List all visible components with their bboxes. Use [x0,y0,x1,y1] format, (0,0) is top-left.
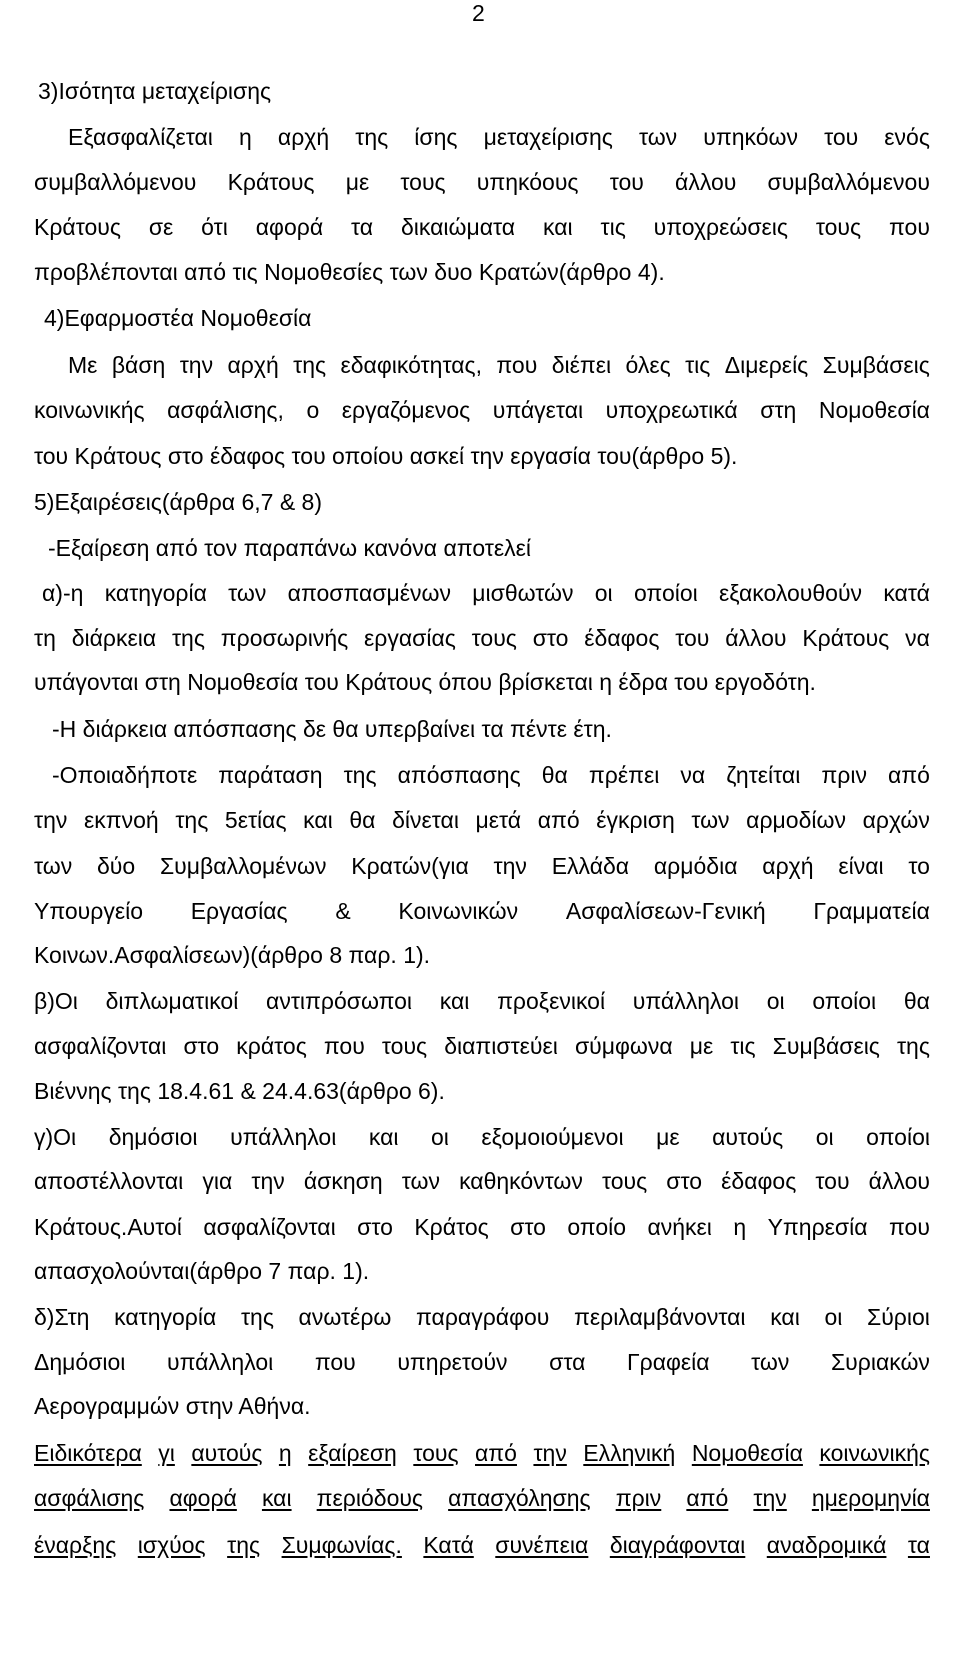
word: αρμόδια [653,853,738,879]
word: γ)Οι [34,1124,77,1150]
word: που [496,352,538,378]
word: έδαφος [721,1168,797,1194]
word: Ειδικότερα [34,1440,142,1466]
text-line [34,212,930,242]
word: διαγράφονται [609,1532,746,1558]
word: την [753,1485,787,1511]
text-line [34,986,930,1016]
word: διαπιστεύει [444,1033,558,1059]
word: στο [183,1033,220,1059]
word: Υπουργείο [34,898,143,924]
word: υπάγεται [492,397,584,423]
word: ενός [884,124,930,150]
text-line: υπάγονται στη Νομοθεσία του Κράτους όπου βρίσκεται η έδρα του εργοδότη. [34,669,816,695]
text-line [42,578,930,608]
word: Κατά [423,1532,474,1558]
word: την [493,853,527,879]
text-line: -Εξαίρεση από τον παραπάνω κανόνα αποτελεί [48,535,531,561]
word: που [888,214,930,240]
word: Κρατών(για [351,853,469,879]
word: οποίοι [633,580,698,606]
text-line [68,350,930,380]
text-line [34,167,930,197]
word: στο [532,625,569,651]
word: με [689,1033,714,1059]
word: οποίοι [866,1124,930,1150]
word: ημερομηνία [811,1485,930,1511]
word: τις [685,352,711,378]
word: αναδρομικά [766,1532,887,1558]
word: να [680,762,706,788]
word: με [345,169,370,195]
word: και [368,1124,399,1150]
word: Κράτους.Αυτοί [34,1214,182,1240]
text-line [34,1530,930,1560]
word: τις [730,1033,756,1059]
word: Διμερείς [724,352,809,378]
word: με [656,1124,680,1150]
word: περιλαμβάνονται [574,1304,746,1330]
word: οι [766,988,785,1014]
word: διπλωματικοί [105,988,239,1014]
word: έναρξης [34,1532,117,1558]
word: ίσης [414,124,458,150]
word: στη [760,397,797,423]
word: εξαίρεση [308,1440,397,1466]
word: την [179,352,214,378]
word: αρχών [862,807,930,833]
word: ασφάλισης [34,1485,145,1511]
word: οι [594,580,613,606]
word: γι [158,1440,175,1466]
word: μετά [475,807,522,833]
word: ασφαλίζονται [34,1033,167,1059]
word: Εξασφαλίζεται [68,124,213,150]
word: που [323,1033,365,1059]
word: προσωρινής [220,625,349,651]
word: ζητείται [726,762,801,788]
word: στα [549,1349,586,1375]
text-line [34,1166,930,1196]
text-line [34,1483,930,1513]
word: περιόδους [316,1485,424,1511]
word: δημόσιοι [108,1124,198,1150]
word: τις [600,214,626,240]
word: προξενικοί [497,988,606,1014]
word: α)-η [42,580,84,606]
word: Συριακών [830,1349,930,1375]
text-line [34,1031,930,1061]
word: κοινωνικής [34,397,145,423]
word: του [815,1168,850,1194]
word: άλλου [868,1168,930,1194]
word: Κράτους [802,625,890,651]
word: κράτος [236,1033,307,1059]
word: Κοινωνικών [398,898,519,924]
word: Νομοθεσία [691,1440,803,1466]
word: τη [34,625,56,651]
word: από [888,762,930,788]
word: ασφάλισης, [167,397,284,423]
word: παράταση [218,762,323,788]
word: της [355,124,389,150]
word: αυτούς [712,1124,784,1150]
word: Κράτους [34,214,121,240]
word: ο [306,397,320,423]
text-line [34,1438,930,1468]
word: Συμβάσεις [772,1033,880,1059]
word: Δημόσιοι [34,1349,126,1375]
word: Γραφεία [626,1349,710,1375]
word: ότι [201,214,228,240]
word: όλες [625,352,671,378]
word: πριν [615,1485,662,1511]
word: η [278,1440,292,1466]
word: υποχρεώσεις [653,214,788,240]
word: τους [601,1168,648,1194]
word: υπάλληλοι [230,1124,337,1150]
word: Συμβαλλομένων [159,853,327,879]
word: δίνεται [392,807,459,833]
text-line: προβλέπονται από τις Νομοθεσίες των δυο Κρατών(άρθρο 4). [34,259,665,285]
word: συμβαλλόμενου [34,169,197,195]
word: αφορά [255,214,324,240]
text-line: Κοινων.Ασφαλίσεων)(άρθρο 8 παρ. 1). [34,942,431,968]
word: της [896,1033,930,1059]
word: στο [357,1214,393,1240]
text-line: -Η διάρκεια απόσπασης δε θα υπερβαίνει τα πέντε έτη. [52,716,612,742]
text-line [34,395,930,425]
word: της [343,762,377,788]
word: αρμοδίων [746,807,846,833]
word: σε [148,214,174,240]
word: και [303,807,333,833]
word: β)Οι [34,988,78,1014]
word: κατηγορία [104,580,207,606]
word: που [314,1349,356,1375]
word: δ)Στη [34,1304,90,1330]
word: κατά [883,580,930,606]
word: της [240,1304,274,1330]
word: πρέπει [588,762,660,788]
word: την [251,1168,285,1194]
word: και [542,214,573,240]
word: από [475,1440,517,1466]
word: βάση [111,352,166,378]
word: τα [907,1532,930,1558]
page-number: 2 [472,0,485,26]
word: η [239,124,252,150]
word: οι [431,1124,449,1150]
text-line: απασχολούνται(άρθρο 7 παρ. 1). [34,1258,370,1284]
word: εργασίας [364,625,456,651]
word: και [439,988,470,1014]
word: τους [471,625,517,651]
word: να [905,625,930,651]
word: Σύριοι [867,1304,930,1330]
word: 5ετίας [224,807,287,833]
word: αντιπρόσωποι [266,988,413,1014]
text-line [34,805,930,835]
word: των [34,853,73,879]
word: τα [351,214,374,240]
word: αποστέλλονται [34,1168,184,1194]
word: άλλου [675,169,737,195]
text-line [34,896,930,926]
word: αφορά [169,1485,237,1511]
word: στο [510,1214,546,1240]
word: Με [68,352,98,378]
word: δικαιώματα [400,214,516,240]
text-line: 3)Ισότητα μεταχείρισης [38,78,272,104]
word: ισχύος [137,1532,206,1558]
text-line [34,623,930,653]
word: η [733,1214,747,1240]
word: από [686,1485,729,1511]
text-line: Αερογραμμών στην Αθήνα. [34,1393,311,1419]
word: ανωτέρω [298,1304,392,1330]
word: καθηκόντων [459,1168,583,1194]
word: εξομοιούμενοι [481,1124,624,1150]
word: του [824,124,859,150]
word: και [770,1304,800,1330]
text-line [34,851,930,881]
text-line: 4)Εφαρμοστέα Νομοθεσία [44,305,312,331]
word: εδαφικότητας, [340,352,482,378]
word: συνέπεια [495,1532,589,1558]
word: κοινωνικής [819,1440,930,1466]
word: έδαφος [584,625,660,651]
text-line [34,1212,930,1242]
word: το [908,853,930,879]
word: Γραμματεία [813,898,930,924]
word: για [202,1168,233,1194]
word: αποσπασμένων [287,580,451,606]
word: διέπει [551,352,612,378]
word: Κράτος [414,1214,489,1240]
word: υπάλληλοι [166,1349,274,1375]
word: εξακολουθούν [719,580,863,606]
word: άλλου [725,625,787,651]
word: οποίοι [812,988,877,1014]
word: Ασφαλίσεων-Γενική [565,898,766,924]
word: μεταχείρισης [483,124,613,150]
word: υπάλληλοι [632,988,740,1014]
word: αρχή [227,352,279,378]
word: -Οποιαδήποτε [52,762,198,788]
word: εκπνοή [84,807,159,833]
word: θα [541,762,568,788]
word: από [537,807,580,833]
word: του [675,625,710,651]
word: στο [666,1168,703,1194]
word: θα [349,807,376,833]
word: δύο [97,853,136,879]
word: Ελλάδα [551,853,630,879]
word: Νομοθεσία [818,397,930,423]
word: Συμβάσεις [822,352,930,378]
word: υποχρεωτικά [605,397,738,423]
text-line [34,1302,930,1332]
word: Υπηρεσία [767,1214,868,1240]
word: του [609,169,644,195]
text-line [52,760,930,790]
word: εργαζόμενος [341,397,471,423]
word: οποίο [567,1214,627,1240]
word: Εργασίας [190,898,288,924]
word: υπηκόων [703,124,798,150]
word: των [228,580,267,606]
word: υπηρετούν [397,1349,508,1375]
word: της [175,807,209,833]
word: της [227,1532,261,1558]
word: των [401,1168,440,1194]
word: ασφαλίζονται [203,1214,336,1240]
word: μισθωτών [472,580,574,606]
word: τους [815,214,862,240]
word: των [751,1349,790,1375]
word: Κράτους [227,169,315,195]
word: & [335,898,351,924]
text-line [34,1122,930,1152]
word: παραγράφου [416,1304,550,1330]
word: συμβαλλόμενου [767,169,930,195]
word: τους [400,169,446,195]
text-line [68,122,930,152]
word: των [691,807,730,833]
word: είναι [838,853,884,879]
word: της [293,352,327,378]
word: ανήκει [647,1214,712,1240]
word: αρχή [277,124,330,150]
text-line: 5)Εξαιρέσεις(άρθρα 6,7 & 8) [34,489,323,515]
word: αρχή [762,853,814,879]
word: οι [824,1304,843,1330]
word: υπηκόους [476,169,579,195]
word: την [533,1440,567,1466]
word: των [638,124,678,150]
word: την [34,807,68,833]
text-line [34,1347,930,1377]
word: και [261,1485,292,1511]
word: απόσπασης [397,762,521,788]
word: άσκηση [303,1168,383,1194]
word: της [171,625,205,651]
word: Ελληνική [583,1440,676,1466]
word: που [888,1214,930,1240]
word: απασχόλησης [448,1485,591,1511]
word: Συμφωνίας. [281,1532,402,1558]
word: κατηγορία [114,1304,217,1330]
text-line: Βιέννης της 18.4.61 & 24.4.63(άρθρο 6). [34,1078,445,1104]
word: οι [815,1124,834,1150]
word: τους [413,1440,459,1466]
text-line: του Κράτους στο έδαφος του οποίου ασκεί την εργασία του(άρθρο 5). [34,443,738,469]
word: αυτούς [191,1440,263,1466]
word: σύμφωνα [574,1033,673,1059]
word: θα [903,988,930,1014]
word: τους [381,1033,428,1059]
word: διάρκεια [71,625,157,651]
word: έγκριση [596,807,675,833]
word: πριν [821,762,867,788]
